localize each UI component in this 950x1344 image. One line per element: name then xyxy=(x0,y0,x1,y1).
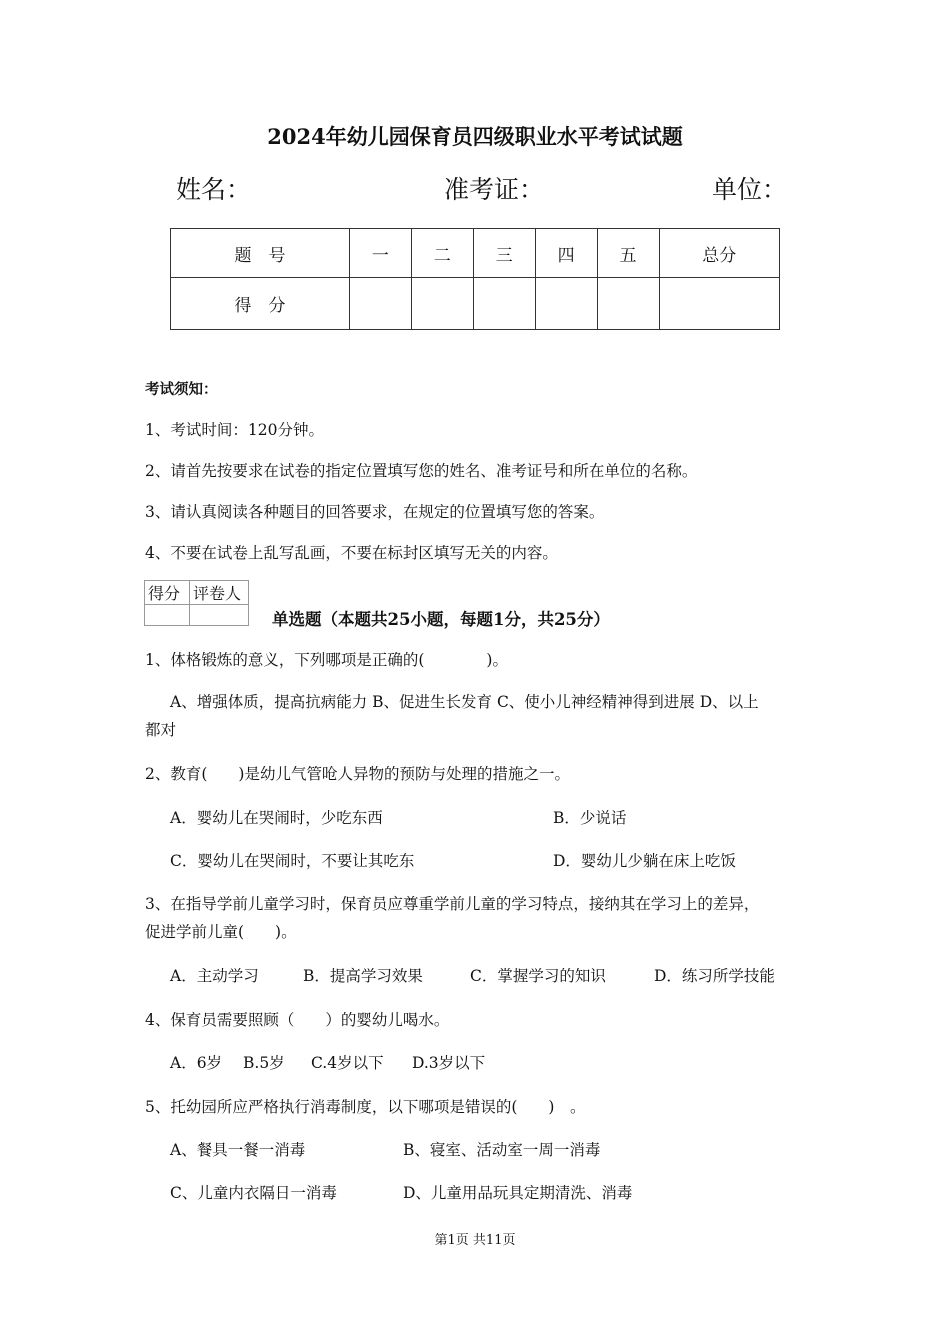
score-cell[interactable] xyxy=(473,278,535,330)
score-table xyxy=(170,228,780,330)
question-stem: 5、托幼园所应严格执行消毒制度，以下哪项是错误的( ) 。 xyxy=(145,1098,586,1116)
grader-score-label: 得分 xyxy=(145,581,190,605)
score-table-header-cell: 五 xyxy=(597,229,659,278)
question-stem: 促进学前儿童( )。 xyxy=(145,923,297,941)
score-cell[interactable] xyxy=(349,278,411,330)
question-options: 都对 xyxy=(145,721,177,739)
question-option: C．掌握学习的知识 xyxy=(470,967,606,985)
page-title: 2024年幼儿园保育员四级职业水平考试试题 xyxy=(267,124,683,149)
question-options: A、增强体质，提高抗病能力 B、促进生长发育 C、使小儿神经精神得到进展 D、以上 xyxy=(170,693,759,711)
question-option: B、寝室、活动室一周一消毒 xyxy=(403,1141,601,1159)
question-option: A．婴幼儿在哭闹时，少吃东西 xyxy=(170,809,383,827)
notice-item: 3、请认真阅读各种题目的回答要求，在规定的位置填写您的答案。 xyxy=(145,503,605,521)
question-stem: 4、保育员需要照顾（ ）的婴幼儿喝水。 xyxy=(145,1011,450,1029)
score-table-header-cell: 总分 xyxy=(659,229,779,278)
question-option: D．练习所学技能 xyxy=(654,967,775,985)
question-option: D.3岁以下 xyxy=(412,1054,486,1072)
score-table-header-row xyxy=(171,229,780,278)
score-table-header-cell: 四 xyxy=(535,229,597,278)
question-option: B．少说话 xyxy=(553,809,627,827)
notice-heading: 考试须知： xyxy=(145,381,218,398)
question-stem: 1、体格锻炼的意义，下列哪项是正确的( )。 xyxy=(145,651,508,669)
grader-name-cell[interactable] xyxy=(190,605,249,626)
question-option: B.5岁 xyxy=(243,1054,285,1072)
question-stem: 2、教育( )是幼儿气管呛人异物的预防与处理的措施之一。 xyxy=(145,765,570,783)
exam-id-label: 准考证： xyxy=(444,175,545,204)
name-label: 姓名： xyxy=(176,175,252,204)
question-stem: 3、在指导学前儿童学习时，保育员应尊重学前儿童的学习特点，接纳其在学习上的差异， xyxy=(145,895,760,913)
question-option: B．提高学习效果 xyxy=(303,967,423,985)
score-cell[interactable] xyxy=(535,278,597,330)
question-option: C、儿童内衣隔日一消毒 xyxy=(170,1184,337,1202)
notice-item: 4、不要在试卷上乱写乱画，不要在标封区填写无关的内容。 xyxy=(145,544,558,562)
unit-label: 单位： xyxy=(712,175,788,204)
section-title: 单选题（本题共25小题，每题1分，共25分） xyxy=(272,610,610,629)
score-table-score-row xyxy=(171,278,780,330)
question-option: D．婴幼儿少躺在床上吃饭 xyxy=(553,852,736,870)
score-cell[interactable] xyxy=(659,278,779,330)
grader-name-label: 评卷人 xyxy=(190,581,249,605)
question-option: A．6岁 xyxy=(170,1054,223,1072)
score-table-header-cell: 三 xyxy=(473,229,535,278)
question-option: C.4岁以下 xyxy=(311,1054,384,1072)
notice-item: 2、请首先按要求在试卷的指定位置填写您的姓名、准考证号和所在单位的名称。 xyxy=(145,462,698,480)
score-cell[interactable] xyxy=(411,278,473,330)
question-option: A、餐具一餐一消毒 xyxy=(170,1141,306,1159)
score-table-header-cell: 题 号 xyxy=(171,229,350,278)
grader-score-cell[interactable] xyxy=(145,605,190,626)
question-option: C．婴幼儿在哭闹时，不要让其吃东 xyxy=(170,852,415,870)
score-row-label: 得 分 xyxy=(171,278,350,330)
score-table-header-cell: 二 xyxy=(411,229,473,278)
question-option: D、儿童用品玩具定期清洗、消毒 xyxy=(403,1184,633,1202)
question-option: A．主动学习 xyxy=(170,967,259,985)
page-footer: 第1页 共11页 xyxy=(434,1233,516,1248)
notice-item: 1、考试时间：120分钟。 xyxy=(145,421,324,439)
score-table-header-cell: 一 xyxy=(349,229,411,278)
score-cell[interactable] xyxy=(597,278,659,330)
grader-box xyxy=(144,580,249,626)
